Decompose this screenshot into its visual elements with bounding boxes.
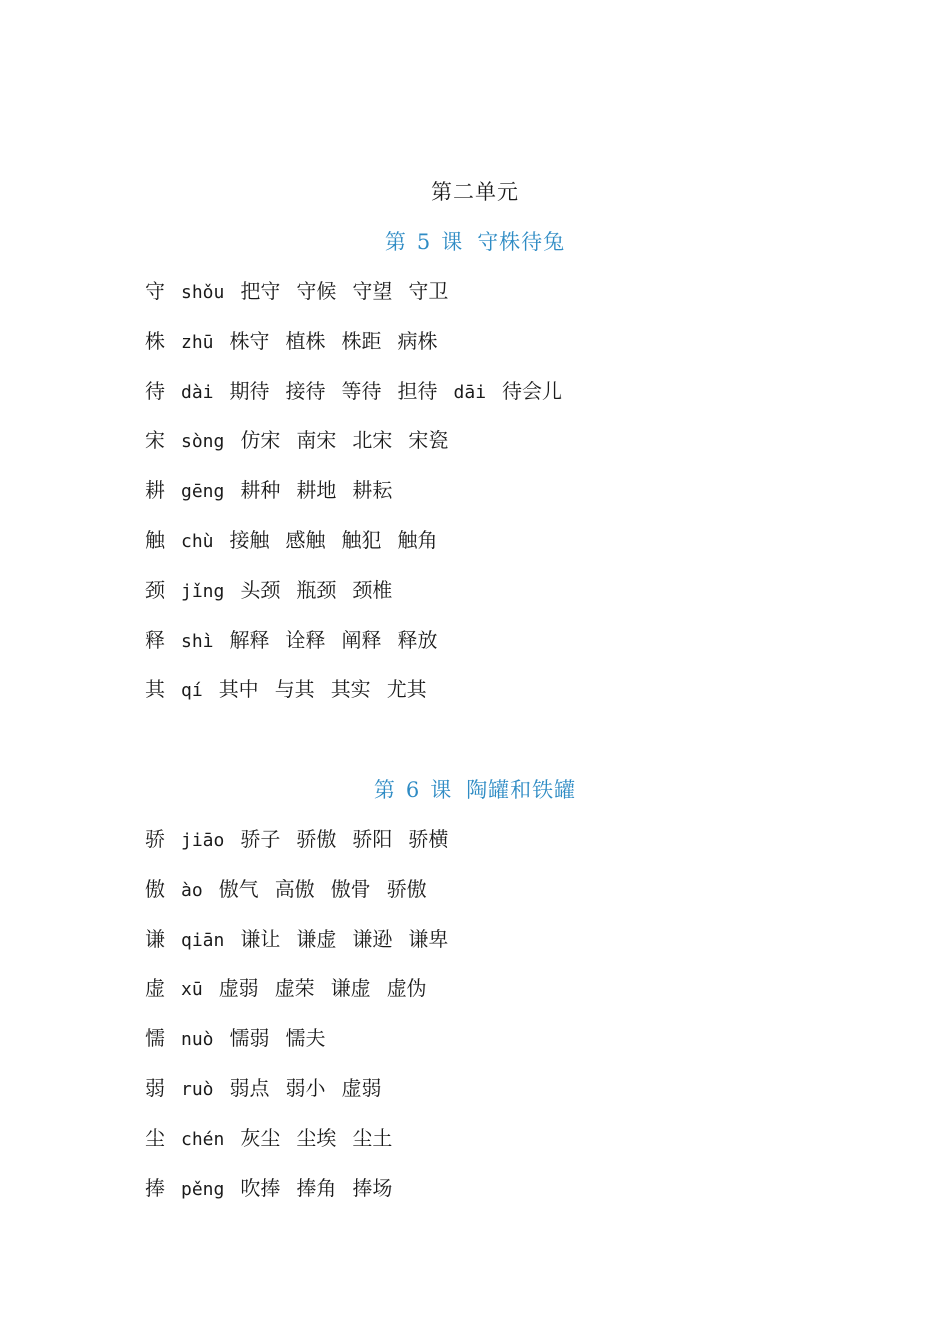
vocab-word: 等待 [341, 378, 382, 403]
vocab-pinyin: ruò [181, 1079, 214, 1100]
vocab-char: 谦 [145, 926, 165, 951]
vocab-char: 尘 [145, 1125, 165, 1150]
vocab-row [145, 625, 454, 655]
vocab-word: 骄傲 [386, 876, 427, 901]
vocab-word: 虚荣 [274, 976, 315, 1001]
vocab-word: 接待 [285, 378, 326, 403]
vocab-word: 宋瓷 [408, 428, 449, 453]
vocab-word: 株距 [341, 328, 382, 353]
vocab-word: 弱小 [285, 1076, 326, 1100]
vocab-word: 其实 [330, 677, 371, 702]
lesson-suffix: 课 [441, 230, 464, 254]
vocab-word: 南宋 [296, 428, 337, 453]
vocab-pinyin: jiāo [181, 830, 225, 851]
vocab-char: 守 [145, 279, 165, 303]
vocab-word: 解释 [229, 627, 270, 652]
vocab-word: 虚弱 [218, 976, 259, 1001]
vocab-word: 担待 [397, 378, 438, 403]
vocab-pinyin: pěng [181, 1178, 225, 1200]
vocab-char: 释 [145, 627, 165, 652]
vocab-word: 骄阳 [352, 827, 393, 851]
vocab-word: 虚弱 [341, 1076, 382, 1100]
vocab-pinyin: shǒu [181, 282, 225, 303]
vocab-word: 懦弱 [229, 1026, 270, 1051]
lesson-name: 守株待兔 [477, 230, 566, 254]
vocab-char: 弱 [145, 1076, 165, 1100]
vocab-row [145, 575, 408, 605]
vocab-char: 宋 [145, 428, 165, 453]
vocab-row [145, 475, 408, 505]
vocab-pinyin-alt: dāi [453, 381, 487, 403]
vocab-row [145, 525, 454, 555]
vocab-pinyin: sòng [181, 431, 225, 453]
vocab-pinyin: gēng [181, 481, 225, 503]
unit-title: 第二单元 [431, 180, 519, 204]
vocab-pinyin: xū [181, 979, 203, 1001]
vocab-pinyin: qiān [181, 929, 225, 951]
lesson-title [0, 774, 950, 804]
vocab-char: 株 [145, 328, 165, 353]
vocab-pinyin: zhū [181, 331, 214, 353]
vocab-char: 颈 [145, 577, 165, 602]
vocab-word: 株守 [229, 328, 270, 353]
vocab-word: 接触 [229, 528, 270, 552]
vocab-row [145, 874, 443, 904]
vocab-word: 触犯 [341, 528, 382, 552]
vocab-row [145, 1123, 408, 1153]
vocab-word: 颈椎 [352, 577, 393, 602]
vocab-word: 骄横 [408, 827, 449, 851]
vocab-pinyin: nuò [181, 1029, 214, 1051]
vocab-word: 守望 [352, 279, 393, 303]
vocab-row [145, 326, 454, 356]
vocab-word: 病株 [397, 328, 438, 353]
vocab-word: 懦夫 [285, 1026, 326, 1051]
vocab-word: 捧场 [352, 1175, 393, 1200]
vocab-word: 头颈 [240, 577, 281, 602]
vocab-char: 傲 [145, 876, 165, 901]
lesson-prefix: 第 [384, 230, 407, 254]
vocab-word: 吹捧 [240, 1175, 281, 1200]
vocab-word: 高傲 [274, 876, 315, 901]
vocab-word: 弱点 [229, 1076, 270, 1100]
vocab-word: 把守 [240, 279, 281, 303]
vocab-pinyin: dài [181, 381, 214, 403]
vocab-pinyin: qí [181, 680, 203, 702]
vocab-char: 耕 [145, 478, 165, 503]
vocab-word: 耕种 [240, 478, 281, 503]
vocab-char: 捧 [145, 1175, 165, 1200]
vocab-word: 尤其 [386, 677, 427, 702]
vocab-word: 其中 [218, 677, 259, 702]
vocab-word: 谦虚 [330, 976, 371, 1001]
vocab-word: 仿宋 [240, 428, 281, 453]
lesson-number: 5 [416, 230, 432, 254]
vocab-word: 北宋 [352, 428, 393, 453]
vocab-word: 守卫 [408, 279, 449, 303]
vocab-word: 耕地 [296, 478, 337, 503]
vocab-row [145, 376, 578, 406]
vocab-word: 虚伪 [386, 976, 427, 1001]
vocab-word: 谦逊 [352, 926, 393, 951]
vocab-row [145, 973, 443, 1003]
vocab-word: 捧角 [296, 1175, 337, 1200]
lesson-prefix: 第 [373, 778, 396, 802]
vocab-word: 谦卑 [408, 926, 449, 951]
vocab-char: 懦 [145, 1026, 165, 1051]
vocab-row [145, 824, 464, 854]
vocab-row [145, 276, 464, 306]
vocab-word: 耕耘 [352, 478, 393, 503]
vocab-word: 谦虚 [296, 926, 337, 951]
vocab-char: 待 [145, 378, 165, 403]
vocab-pinyin: jǐng [181, 580, 225, 602]
vocab-row [145, 1073, 398, 1103]
vocab-char: 触 [145, 528, 165, 552]
vocab-word: 骄傲 [296, 827, 337, 851]
vocab-word: 尘埃 [296, 1125, 337, 1150]
vocab-row [145, 674, 443, 704]
vocab-word: 尘土 [352, 1125, 393, 1150]
vocab-row [145, 924, 464, 954]
vocab-word: 谦让 [240, 926, 281, 951]
lesson-name: 陶罐和铁罐 [466, 778, 577, 802]
vocab-word: 骄子 [240, 827, 281, 851]
lesson-number: 6 [405, 778, 421, 802]
vocab-word: 植株 [285, 328, 326, 353]
vocab-pinyin: ào [181, 879, 203, 901]
vocab-row [145, 1023, 342, 1053]
vocab-word: 释放 [397, 627, 438, 652]
vocab-char: 虚 [145, 976, 165, 1001]
vocab-word: 感触 [285, 528, 326, 552]
vocab-word: 傲气 [218, 876, 259, 901]
vocab-word: 瓶颈 [296, 577, 337, 602]
vocab-word: 灰尘 [240, 1125, 281, 1150]
vocab-char: 其 [145, 677, 165, 702]
vocab-word: 守候 [296, 279, 337, 303]
vocab-word: 待会儿 [502, 378, 563, 403]
vocab-word: 触角 [397, 528, 438, 552]
lesson-suffix: 课 [430, 778, 453, 802]
vocab-word: 傲骨 [330, 876, 371, 901]
vocab-row [145, 1173, 408, 1203]
lesson-title [0, 226, 950, 256]
vocab-pinyin: chù [181, 531, 214, 552]
vocab-word: 阐释 [341, 627, 382, 652]
vocab-pinyin: shì [181, 630, 214, 652]
vocab-word: 期待 [229, 378, 270, 403]
vocab-char: 骄 [145, 827, 165, 851]
vocab-word: 诠释 [285, 627, 326, 652]
vocab-pinyin: chén [181, 1128, 225, 1150]
vocab-word: 与其 [274, 677, 315, 702]
vocab-row [145, 425, 464, 455]
